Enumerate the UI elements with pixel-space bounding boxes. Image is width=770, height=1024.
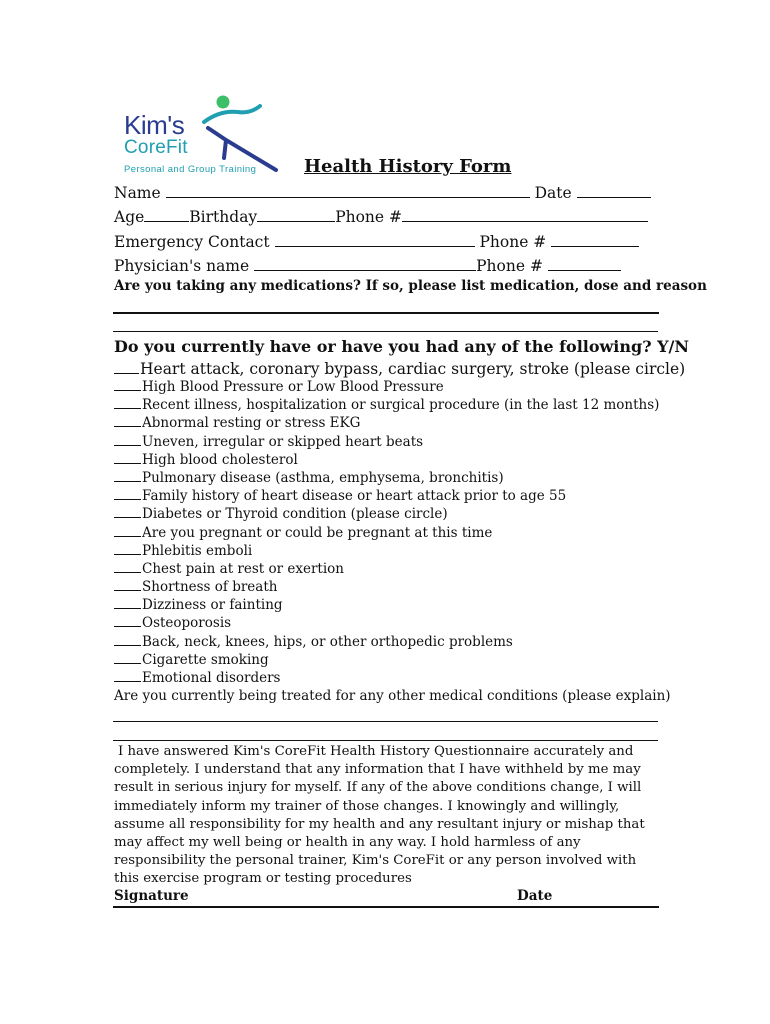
name-label: Name [114,184,161,202]
logo-text-kims: Kim's [124,110,185,140]
condition-item [114,651,659,669]
condition-heart-attack [114,360,685,378]
condition-label: Family history of heart disease or heart attack prior to age 55 [142,488,567,505]
condition-label: Are you pregnant or could be pregnant at this time [142,524,493,541]
physician-label: Physician's name [114,257,250,275]
age-label: Age [114,208,145,226]
condition-label: Emotional disorders [142,670,281,686]
condition-answer-blank[interactable] [114,487,141,500]
emergency-phone-field[interactable] [551,234,639,247]
condition-answer-blank[interactable] [114,560,141,573]
condition-answer-blank[interactable] [114,361,139,374]
condition-label: Abnormal resting or stress EKG [142,415,361,432]
condition-item [114,542,659,560]
condition-label: Shortness of breath [142,579,278,596]
condition-answer-blank[interactable] [114,414,141,427]
age-row [114,208,648,226]
medications-field[interactable] [113,331,658,332]
physician-field[interactable] [254,258,476,271]
condition-label: Back, neck, knees, hips, or other orthopedic problems [142,633,513,650]
condition-item [114,414,659,432]
date-field[interactable] [577,185,651,198]
figure-logo-icon [198,92,282,174]
condition-answer-blank[interactable] [114,542,141,555]
physician-phone-label: Phone # [476,257,543,275]
physician-row [114,257,621,275]
name-row [114,184,651,202]
logo-text-corefit: CoreFit [124,137,188,158]
condition-answer-blank[interactable] [114,524,141,537]
condition-item [114,669,659,687]
condition-item [114,596,659,614]
phone-field[interactable] [402,209,648,222]
condition-item [114,614,659,632]
signature-line[interactable] [113,906,659,908]
treated-field-line-1[interactable] [113,721,658,722]
form-title: Health History Form [304,156,512,177]
name-field[interactable] [166,185,530,198]
condition-label: Chest pain at rest or exertion [142,560,344,577]
birthday-field[interactable] [257,209,335,222]
condition-answer-blank[interactable] [114,614,141,627]
condition-item [114,433,659,451]
condition-label: Dizziness or fainting [142,597,283,614]
condition-label: Recent illness, hospitalization or surgical procedure (in the last 12 months) [142,397,660,414]
condition-answer-blank[interactable] [114,378,141,391]
condition-label: High Blood Pressure or Low Blood Pressure [142,379,444,395]
date-label: Date [534,184,572,202]
condition-label: High blood cholesterol [142,451,298,468]
birthday-label: Birthday [189,208,258,226]
condition-label: Osteoporosis [142,615,232,632]
condition-label: Heart attack, coronary bypass, cardiac surgery, stroke (please circle) [140,360,686,378]
condition-answer-blank[interactable] [114,651,141,664]
condition-item [114,396,659,414]
emergency-field[interactable] [275,234,475,247]
condition-answer-blank[interactable] [114,451,141,464]
medications-prompt: Are you taking any medications? If so, please list medication, dose and reason [114,278,707,294]
condition-label: Cigarette smoking [142,651,269,668]
condition-answer-blank[interactable] [114,578,141,591]
signature-date-label: Date [517,888,553,904]
age-field[interactable] [144,209,189,222]
conditions-list [114,378,659,687]
condition-label: Phlebitis emboli [142,542,253,559]
treated-prompt: Are you currently being treated for any other medical conditions (please explain) [114,688,671,704]
waiver-paragraph: I have answered Kim's CoreFit Health History Questionnaire accurately and completely. I understand that any information that I have withheld by me may result in serious injury for myself. If any of the above conditions change, I will immediately inform my trainer of those changes. I knowingly and willingly, assume all responsibility for my health and any resultant injury or mishap that may affect my well being or health in any way. I hold harmless of any responsibility the personal trainer, Kim's CoreFit or any person involved with this exercise program or testing procedures [114,744,645,887]
condition-item [114,505,659,523]
condition-answer-blank[interactable] [114,505,141,518]
condition-item [114,469,659,487]
condition-item [114,451,659,469]
condition-item [114,578,659,596]
condition-answer-blank[interactable] [114,469,141,482]
physician-phone-field[interactable] [548,258,621,271]
conditions-question: Do you currently have or have you had any of the following? Y/N [114,337,690,356]
condition-answer-blank[interactable] [114,433,141,446]
condition-answer-blank[interactable] [114,596,141,609]
condition-label: Pulmonary disease (asthma, emphysema, bronchitis) [142,469,504,486]
emergency-row [114,233,639,251]
logo-tagline: Personal and Group Training [124,164,257,175]
emergency-phone-label: Phone # [479,233,547,251]
condition-item [114,524,659,542]
signature-label: Signature [114,888,189,904]
condition-label: Uneven, irregular or skipped heart beats [142,433,424,450]
condition-label: Diabetes or Thyroid condition (please circle) [142,506,448,523]
emergency-label: Emergency Contact [114,233,270,251]
condition-item [114,633,659,651]
condition-answer-blank[interactable] [114,669,141,682]
condition-item [114,378,659,396]
condition-answer-blank[interactable] [114,633,141,646]
phone-label: Phone # [335,208,403,226]
condition-item [114,487,659,505]
condition-answer-blank[interactable] [114,396,141,409]
condition-item [114,560,659,578]
medications-rule-thick [113,312,659,314]
treated-field-line-2[interactable] [113,740,658,741]
